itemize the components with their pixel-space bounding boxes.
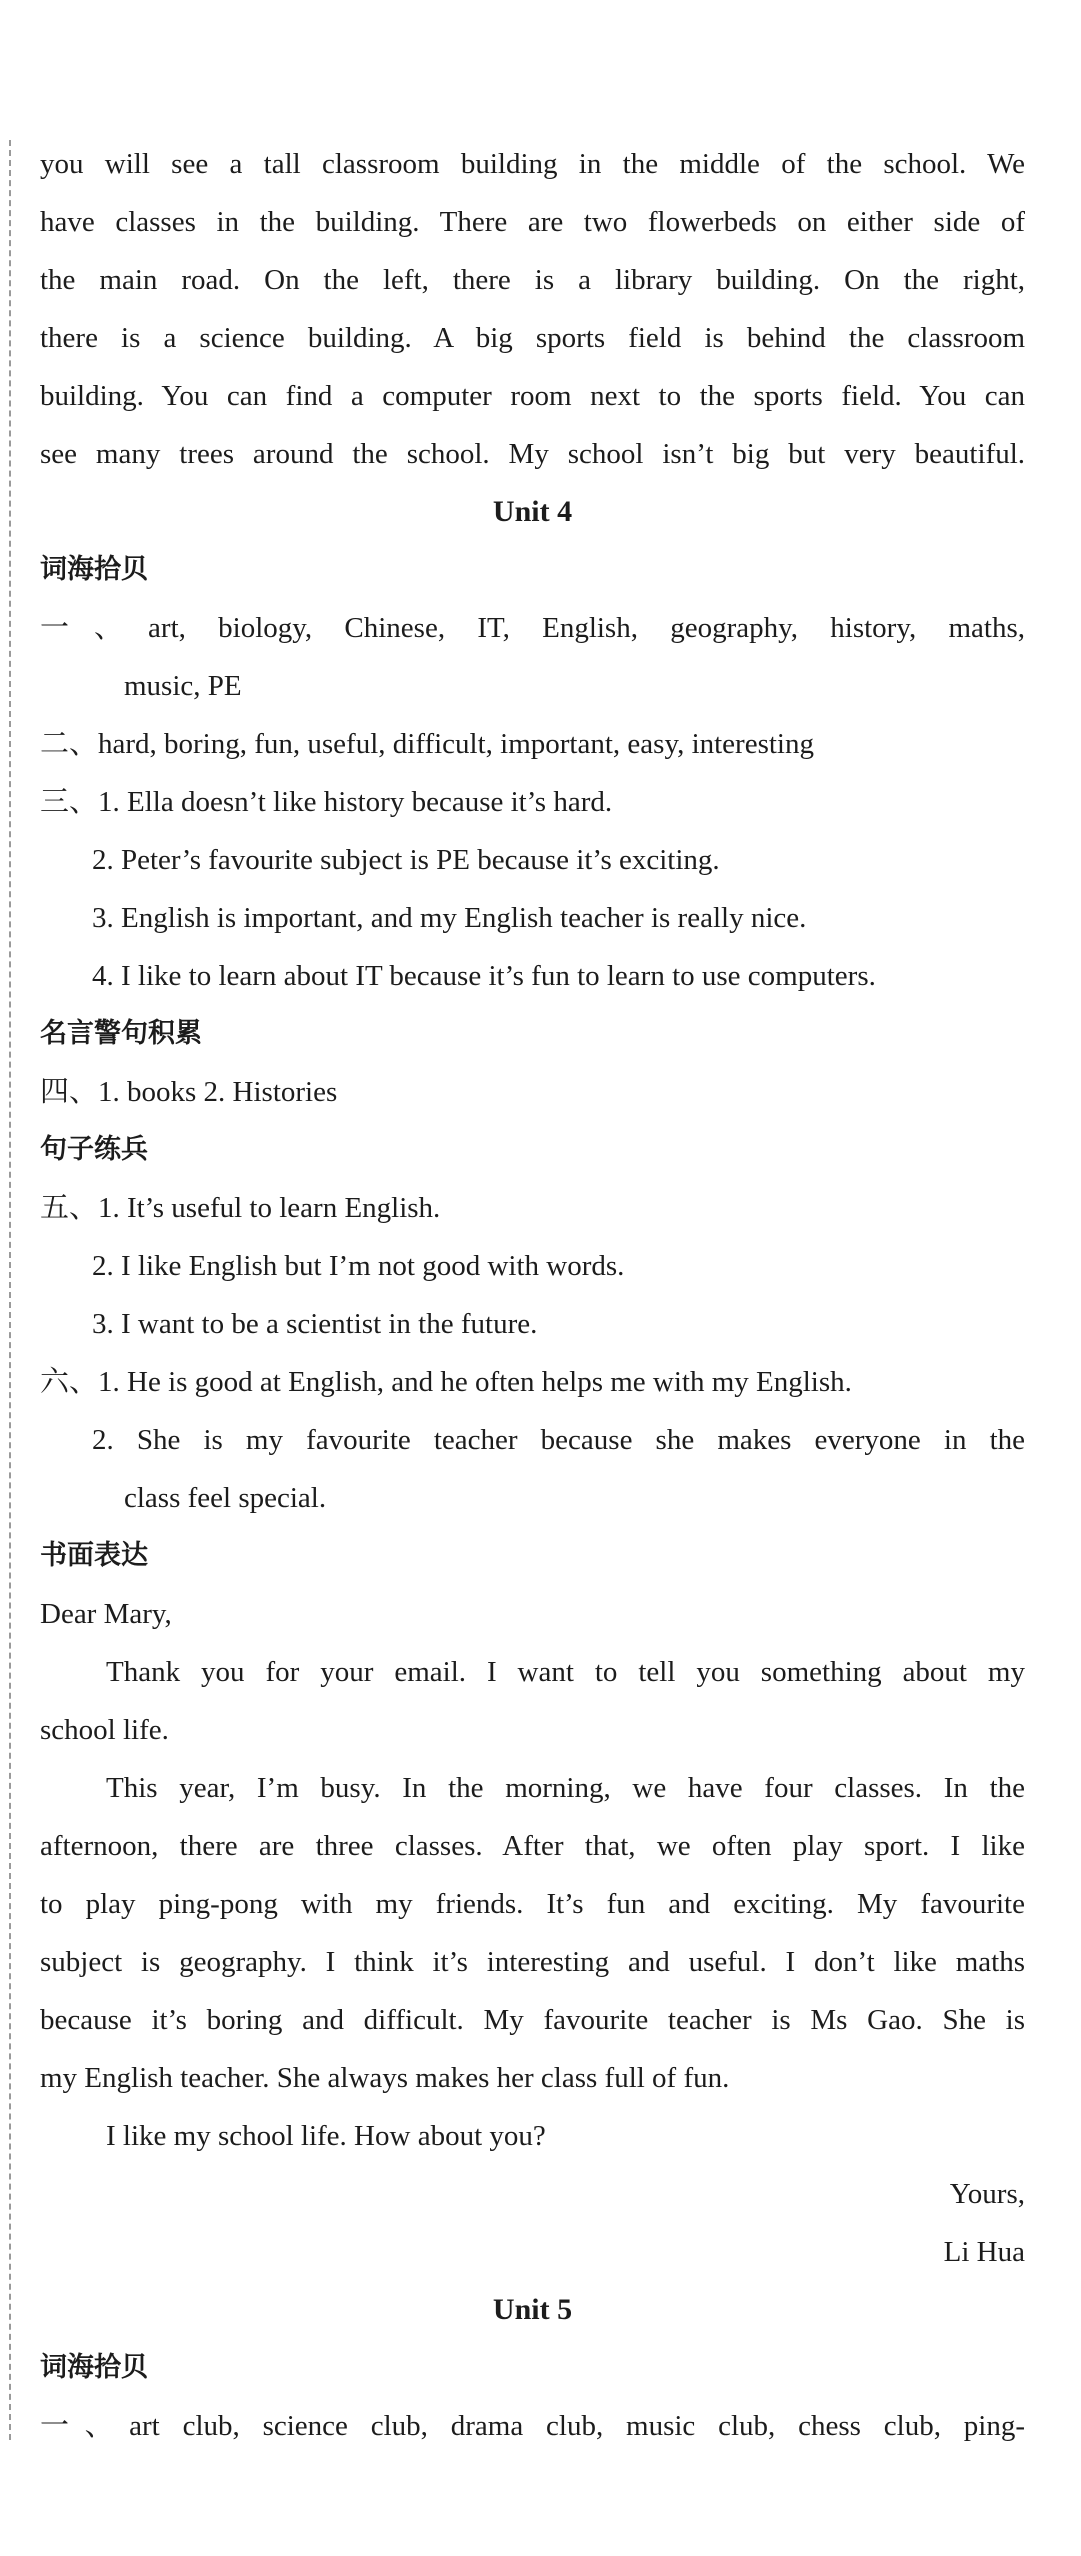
unit-5-title: Unit 5 bbox=[492, 2293, 573, 2326]
letter-line: subject is geography. I think it’s interesting and useful. I don’t like maths bbox=[40, 1946, 1025, 1978]
section-vocab-heading: 词海拾贝 bbox=[40, 2352, 148, 2383]
text-line: have classes in the building. There are two flowerbeds on either side of bbox=[40, 206, 1025, 238]
answer-5-item: 2. I like English but I’m not good with words. bbox=[92, 1250, 625, 1282]
letter-line: This year, I’m busy. In the morning, we have four classes. In the bbox=[106, 1772, 1025, 1804]
letter-line: because it’s boring and difficult. My favourite teacher is Ms Gao. She is bbox=[40, 2004, 1025, 2036]
answer-1-line: 一、art club, science club, drama club, music club, chess club, ping- bbox=[40, 2410, 1025, 2442]
section-writing-heading: 书面表达 bbox=[40, 1540, 148, 1571]
letter-signature: Li Hua bbox=[943, 2236, 1025, 2268]
answer-4-line: 四、1. books 2. Histories bbox=[40, 1076, 338, 1108]
letter-line: Thank you for your email. I want to tell you something about my bbox=[106, 1656, 1025, 1688]
section-vocab-heading: 词海拾贝 bbox=[40, 554, 148, 585]
section-sentences-heading: 句子练兵 bbox=[40, 1134, 148, 1165]
answer-3-item: 2. Peter’s favourite subject is PE because it’s exciting. bbox=[92, 844, 720, 876]
answer-6-item: 六、1. He is good at English, and he often helps me with my English. bbox=[40, 1366, 852, 1398]
text-line: there is a science building. A big sports field is behind the classroom bbox=[40, 322, 1025, 354]
answer-6-continuation: class feel special. bbox=[124, 1482, 327, 1514]
text-line: building. You can find a computer room next to the sports field. You can bbox=[40, 380, 1025, 412]
letter-closing: Yours, bbox=[949, 2178, 1025, 2210]
answer-6-item: 2. She is my favourite teacher because she makes everyone in the bbox=[92, 1424, 1025, 1456]
answer-3-item: 3. English is important, and my English teacher is really nice. bbox=[92, 902, 807, 934]
unit-4-title: Unit 4 bbox=[492, 495, 573, 528]
letter-line: school life. bbox=[40, 1714, 169, 1746]
answer-1-continuation: music, PE bbox=[124, 670, 242, 702]
answer-page bbox=[40, 135, 1025, 2455]
letter-line: to play ping-pong with my friends. It’s fun and exciting. My favourite bbox=[40, 1888, 1025, 1920]
text-line: the main road. On the left, there is a library building. On the right, bbox=[40, 264, 1025, 296]
answer-2-line: 二、hard, boring, fun, useful, difficult, important, easy, interesting bbox=[40, 728, 814, 760]
intro-paragraph bbox=[40, 135, 1025, 483]
binding-dashed-line bbox=[9, 140, 11, 2440]
answer-5-item: 3. I want to be a scientist in the future. bbox=[92, 1308, 538, 1340]
letter-line: afternoon, there are three classes. After that, we often play sport. I like bbox=[40, 1830, 1025, 1862]
text-line: see many trees around the school. My school isn’t big but very beautiful. bbox=[40, 438, 1025, 470]
section-quotes-heading: 名言警句积累 bbox=[40, 1018, 202, 1049]
letter-greeting: Dear Mary, bbox=[40, 1598, 172, 1630]
letter-line: I like my school life. How about you? bbox=[106, 2120, 546, 2152]
letter-line: my English teacher. She always makes her class full of fun. bbox=[40, 2062, 730, 2094]
answer-3-item: 三、1. Ella doesn’t like history because it’s hard. bbox=[40, 786, 613, 818]
answer-5-item: 五、1. It’s useful to learn English. bbox=[40, 1192, 441, 1224]
answer-1-line: 一、art, biology, Chinese, IT, English, geography, history, maths, bbox=[40, 612, 1025, 644]
text-line: you will see a tall classroom building in the middle of the school. We bbox=[40, 148, 1025, 180]
letter bbox=[40, 1585, 1025, 2281]
answer-3-item: 4. I like to learn about IT because it’s fun to learn to use computers. bbox=[92, 960, 876, 992]
